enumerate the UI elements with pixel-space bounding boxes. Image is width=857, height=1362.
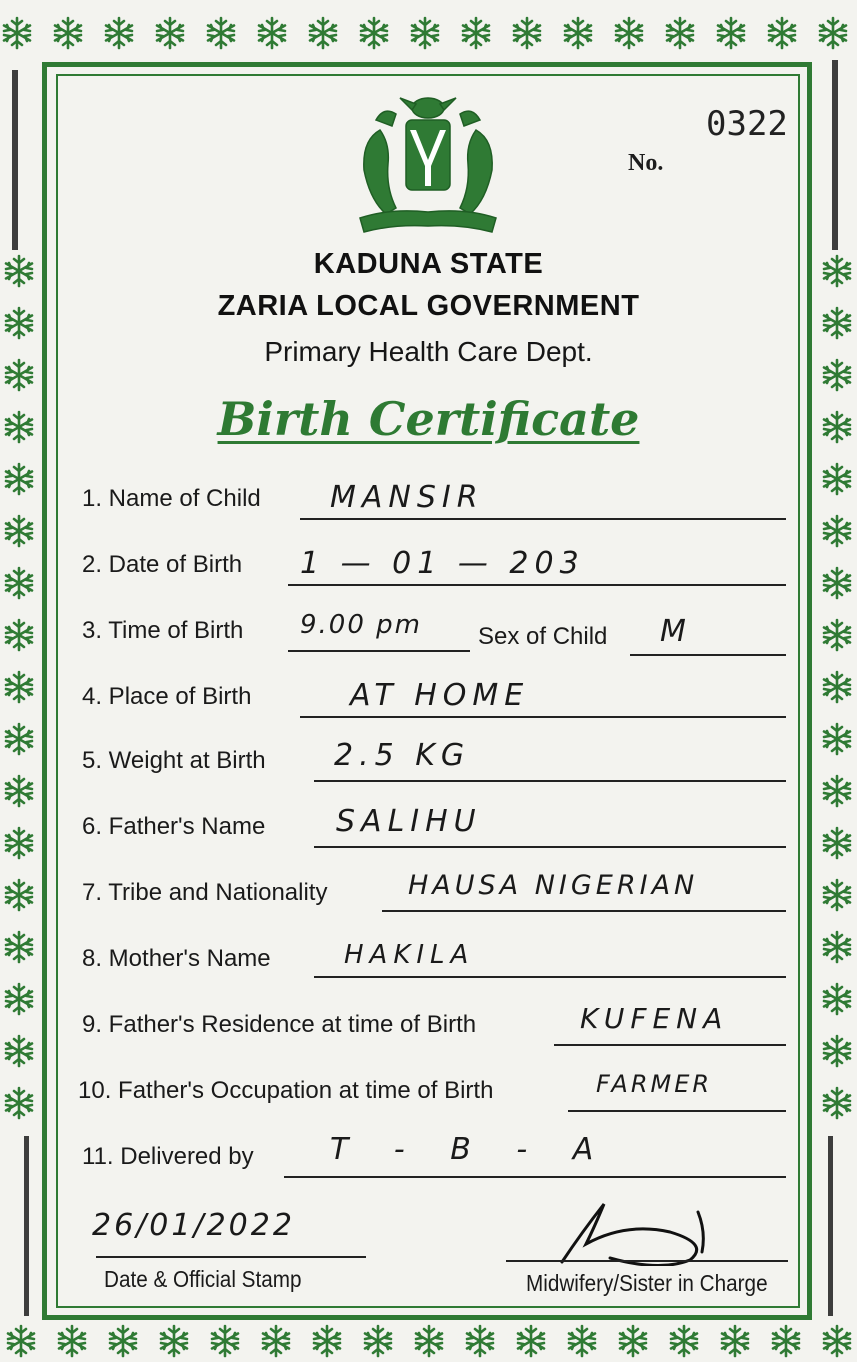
snowflake-icon <box>510 16 544 50</box>
snowflake-icon <box>412 1324 446 1358</box>
snowflake-icon <box>153 16 187 50</box>
snowflake-icon <box>816 16 850 50</box>
snowflake-icon <box>820 826 854 860</box>
snowflake-icon <box>2 462 36 496</box>
mothers-name-value: HAKILA <box>344 940 475 970</box>
delivered-by-label: 11. Delivered by <box>82 1143 254 1170</box>
snowflake-icon <box>2 670 36 704</box>
snowflake-icon <box>204 16 238 50</box>
snowflake-icon <box>820 774 854 808</box>
weight-at-birth-line <box>314 780 786 782</box>
snowflake-icon <box>820 1034 854 1068</box>
fathers-name-value: SALIHU <box>336 804 482 839</box>
snowflake-icon <box>55 1324 89 1358</box>
name-of-child-label: 1. Name of Child <box>82 485 261 512</box>
snowflake-icon <box>2 722 36 756</box>
sex-of-child-label: Sex of Child <box>478 623 608 650</box>
snowflake-icon <box>2 358 36 392</box>
snowflake-icon <box>2 618 36 652</box>
tribe-nationality-label: 7. Tribe and Nationality <box>82 879 328 906</box>
snowflake-icon <box>820 930 854 964</box>
tribe-nationality-line <box>382 910 786 912</box>
snowflake-icon <box>2 1034 36 1068</box>
snowflake-icon <box>463 1324 497 1358</box>
date-of-birth-label: 2. Date of Birth <box>82 551 243 578</box>
snowflake-icon <box>820 462 854 496</box>
snowflake-icon <box>663 16 697 50</box>
snowflake-icon <box>820 514 854 548</box>
snowflake-icon <box>51 16 85 50</box>
certificate-title: Birth Certificate <box>217 392 640 446</box>
fathers-occupation-line <box>568 1110 786 1112</box>
fathers-residence-value: KUFENA <box>580 1002 729 1035</box>
snowflake-icon <box>820 306 854 340</box>
snowflake-icon <box>255 16 289 50</box>
snowflake-icon <box>157 1324 191 1358</box>
fathers-name-label: 6. Father's Name <box>82 813 266 840</box>
time-of-birth-value: 9.00 pm <box>300 610 422 640</box>
snowflake-icon <box>0 16 34 50</box>
snowflake-icon <box>820 878 854 912</box>
signature-icon <box>548 1196 748 1266</box>
delivered-by-line <box>284 1176 786 1178</box>
certificate-number-label: No. <box>628 150 664 176</box>
right-edge-bar-bottom <box>828 1136 833 1316</box>
weight-at-birth-label: 5. Weight at Birth <box>82 747 266 774</box>
snowflake-icon <box>514 1324 548 1358</box>
name-of-child-value: MANSIR <box>330 480 484 515</box>
snowflake-icon <box>820 1086 854 1120</box>
snowflake-icon <box>2 826 36 860</box>
snowflake-icon <box>4 1324 38 1358</box>
snowflake-icon <box>820 618 854 652</box>
snowflake-icon <box>820 982 854 1016</box>
time-of-birth-label: 3. Time of Birth <box>82 617 244 644</box>
snowflake-icon <box>2 306 36 340</box>
snowflake-icon <box>820 670 854 704</box>
snowflake-icon <box>106 1324 140 1358</box>
fathers-occupation-value: FARMER <box>596 1070 713 1098</box>
snowflake-icon <box>361 1324 395 1358</box>
snowflake-icon <box>208 1324 242 1358</box>
snowflake-icon <box>2 410 36 444</box>
local-government-heading: ZARIA LOCAL GOVERNMENT <box>217 290 640 322</box>
snowflake-icon <box>2 514 36 548</box>
snowflake-icon <box>561 16 595 50</box>
snowflake-icon <box>820 358 854 392</box>
snowflake-icon <box>714 16 748 50</box>
snowflake-icon <box>306 16 340 50</box>
coat-of-arms-icon <box>340 90 516 240</box>
sex-of-child-value: M <box>660 614 692 649</box>
snowflake-icon <box>2 566 36 600</box>
snowflake-icon <box>820 254 854 288</box>
state-heading: KADUNA STATE <box>313 248 544 280</box>
fathers-name-line <box>314 846 786 848</box>
snowflake-icon <box>718 1324 752 1358</box>
date-line <box>96 1256 366 1258</box>
snowflake-icon <box>102 16 136 50</box>
certificate-number: 0322 <box>706 104 788 144</box>
snowflake-icon <box>2 1086 36 1120</box>
snowflake-icon <box>612 16 646 50</box>
sex-of-child-line <box>630 654 786 656</box>
tribe-nationality-value: HAUSA NIGERIAN <box>408 870 699 901</box>
snowflake-icon <box>2 254 36 288</box>
name-of-child-line <box>300 518 786 520</box>
place-of-birth-value: AT HOME <box>350 678 530 713</box>
place-of-birth-label: 4. Place of Birth <box>82 683 252 710</box>
snowflake-icon <box>820 722 854 756</box>
mothers-name-line <box>314 976 786 978</box>
snowflake-icon <box>357 16 391 50</box>
left-edge-bar-bottom <box>24 1136 29 1316</box>
snowflake-icon <box>616 1324 650 1358</box>
snowflake-icon <box>667 1324 701 1358</box>
date-value: 26/01/2022 <box>92 1208 295 1243</box>
snowflake-icon <box>769 1324 803 1358</box>
time-of-birth-line <box>288 650 470 652</box>
midwifery-caption: Midwifery/Sister in Charge <box>526 1270 768 1296</box>
snowflake-icon <box>820 410 854 444</box>
department-heading: Primary Health Care Dept. <box>264 336 593 367</box>
snowflake-icon <box>310 1324 344 1358</box>
snowflake-icon <box>2 982 36 1016</box>
date-of-birth-value: 1 — 01 — 203 <box>300 546 585 581</box>
fathers-residence-line <box>554 1044 786 1046</box>
weight-at-birth-value: 2.5 KG <box>334 738 471 773</box>
left-edge-bar <box>12 70 18 250</box>
snowflake-icon <box>820 566 854 600</box>
fathers-residence-label: 9. Father's Residence at time of Birth <box>82 1011 477 1038</box>
snowflake-icon <box>2 878 36 912</box>
right-edge-bar <box>832 60 838 250</box>
date-of-birth-line <box>288 584 786 586</box>
snowflake-icon <box>2 774 36 808</box>
snowflake-icon <box>565 1324 599 1358</box>
snowflake-icon <box>765 16 799 50</box>
place-of-birth-line <box>300 716 786 718</box>
snowflake-icon <box>2 930 36 964</box>
snowflake-icon <box>408 16 442 50</box>
snowflake-icon <box>820 1324 854 1358</box>
date-stamp-caption: Date & Official Stamp <box>104 1266 302 1292</box>
mothers-name-label: 8. Mother's Name <box>82 945 271 972</box>
delivered-by-value: T - B - A <box>330 1132 612 1167</box>
snowflake-icon <box>259 1324 293 1358</box>
fathers-occupation-label: 10. Father's Occupation at time of Birth <box>78 1077 494 1104</box>
signature-line <box>506 1260 788 1262</box>
snowflake-icon <box>459 16 493 50</box>
